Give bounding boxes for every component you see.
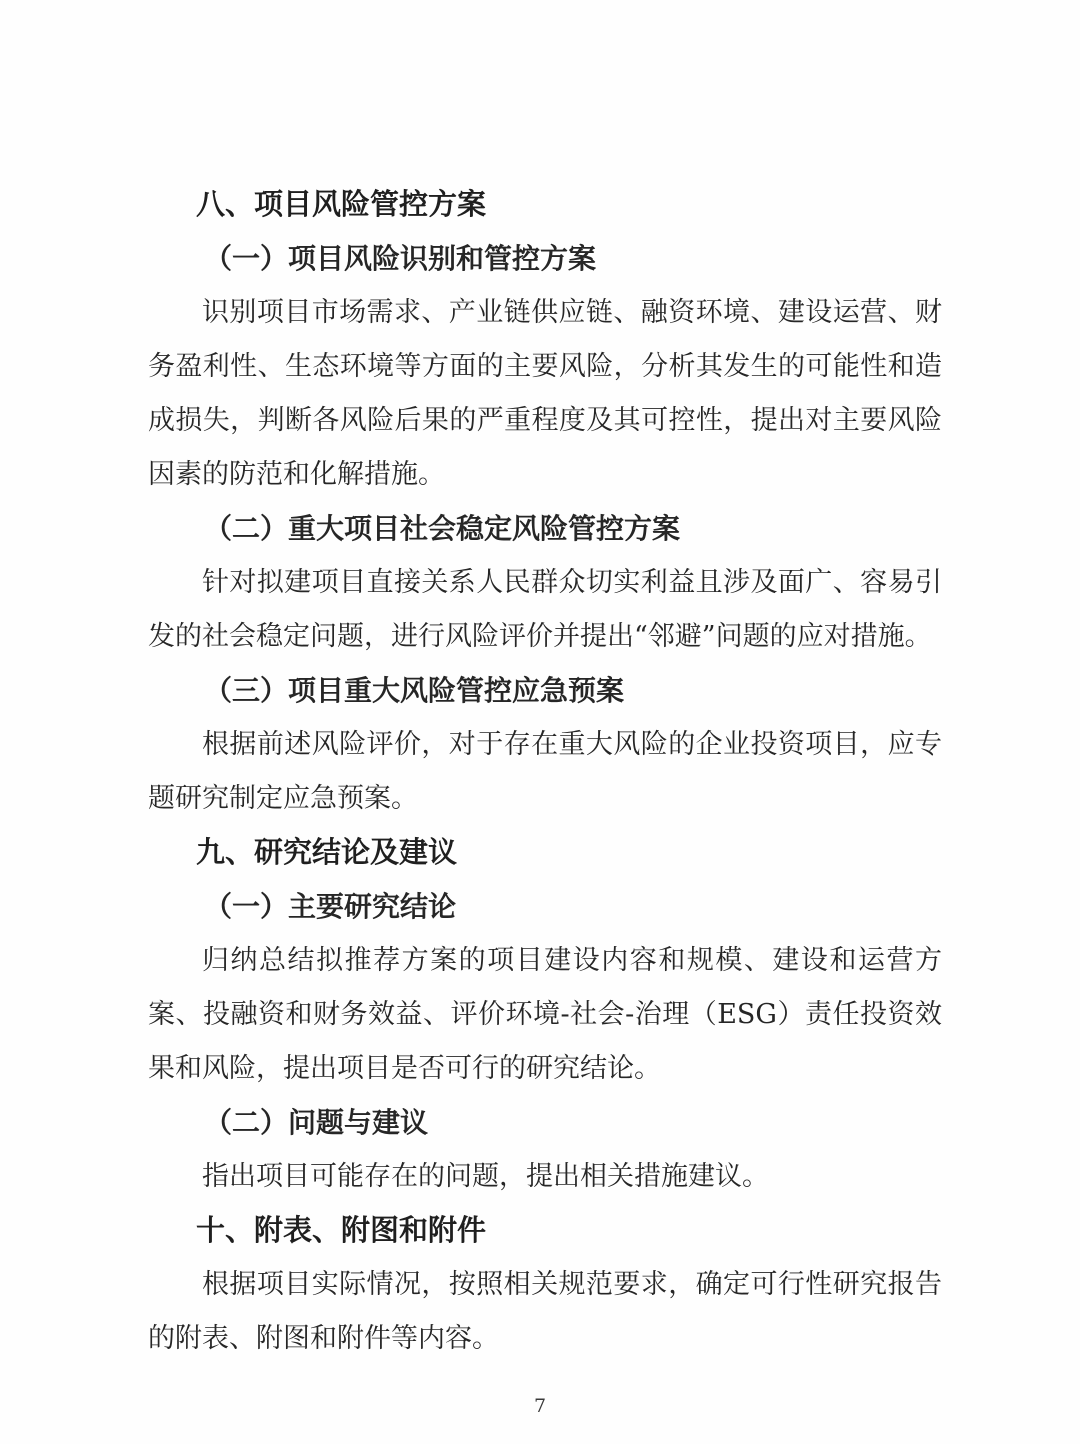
sub-section-heading: （二）问题与建议 [204, 1106, 429, 1139]
sub-section-heading: （一）主要研究结论 [204, 890, 457, 923]
paragraph: 根据项目实际情况，按照相关规范要求，确定可行性研究报告的附表、附图和附件等内容。 [148, 1269, 942, 1354]
sub-section-heading: （三）项目重大风险管控应急预案 [204, 674, 625, 707]
section-heading: 八、项目风险管控方案 [196, 189, 487, 221]
section-heading: 十、附表、附图和附件 [196, 1215, 487, 1247]
paragraph: 根据前述风险评价，对于存在重大风险的企业投资项目，应专题研究制定应急预案。 [148, 729, 942, 814]
sub-section-heading: （二）重大项目社会稳定风险管控方案 [204, 512, 681, 545]
section-heading: 九、研究结论及建议 [196, 837, 458, 869]
paragraph: 归纳总结拟推荐方案的项目建设内容和规模、建设和运营方案、投融资和财务效益、评价环境-社会-治理（ESG）责任投资效果和风险，提出项目是否可行的研究结论。 [148, 945, 942, 1084]
page-footer [0, 1392, 1080, 1420]
page-number: 7 [533, 1395, 547, 1417]
paragraph: 指出项目可能存在的问题，提出相关措施建议。 [202, 1161, 769, 1192]
sub-section-heading: （一）项目风险识别和管控方案 [204, 242, 597, 275]
page-content [148, 178, 942, 1366]
paragraph: 针对拟建项目直接关系人民群众切实利益且涉及面广、容易引发的社会稳定问题，进行风险评价并提出“邻避”问题的应对措施。 [148, 567, 942, 652]
paragraph: 识别项目市场需求、产业链供应链、融资环境、建设运营、财务盈利性、生态环境等方面的主要风险，分析其发生的可能性和造成损失，判断各风险后果的严重程度及其可控性，提出对主要风险因素的防范和化解措施。 [148, 297, 942, 490]
